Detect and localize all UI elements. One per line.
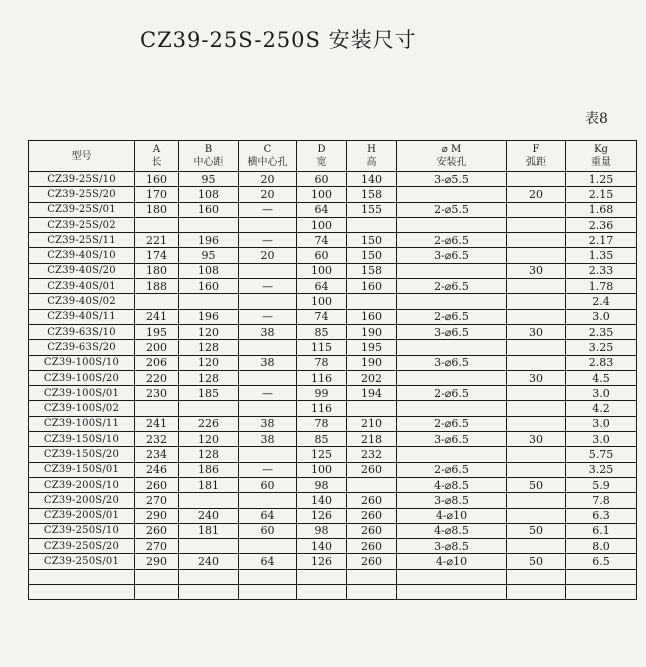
- cell-a: [135, 217, 179, 232]
- cell-b: 95: [179, 172, 239, 187]
- cell-b: 160: [179, 279, 239, 294]
- header-kg: Kg 重量: [566, 141, 637, 172]
- cell-h: 194: [347, 386, 397, 401]
- cell-model: CZ39-40S/01: [29, 279, 135, 294]
- cell-a: 290: [135, 508, 179, 523]
- cell-f: [507, 172, 566, 187]
- table-number: 表8: [585, 111, 608, 127]
- cell-a: 230: [135, 386, 179, 401]
- cell-m: [397, 340, 507, 355]
- cell-c: [239, 340, 297, 355]
- cell-m: 2-⌀6.5: [397, 462, 507, 477]
- cell-c: [239, 493, 297, 508]
- cell-a: 260: [135, 523, 179, 538]
- cell-c: 64: [239, 508, 297, 523]
- cell-m: 3-⌀8.5: [397, 493, 507, 508]
- cell-c: 20: [239, 187, 297, 202]
- cell-h: 260: [347, 554, 397, 569]
- cell-m: [397, 447, 507, 462]
- cell-m: 2-⌀6.5: [397, 279, 507, 294]
- cell-d: 115: [297, 340, 347, 355]
- cell-h: 155: [347, 202, 397, 217]
- cell-b: [179, 493, 239, 508]
- cell-b: 120: [179, 432, 239, 447]
- cell-b: 128: [179, 340, 239, 355]
- cell-kg: 5.9: [566, 477, 637, 492]
- cell-kg: 1.35: [566, 248, 637, 263]
- blank-cell: [239, 569, 297, 584]
- cell-d: 100: [297, 187, 347, 202]
- cell-h: 218: [347, 432, 397, 447]
- cell-h: 210: [347, 416, 397, 431]
- cell-c: —: [239, 309, 297, 324]
- table-row: [29, 493, 637, 508]
- cell-kg: 2.17: [566, 233, 637, 248]
- cell-b: [179, 217, 239, 232]
- cell-a: 170: [135, 187, 179, 202]
- blank-cell: [29, 569, 135, 584]
- cell-b: 108: [179, 187, 239, 202]
- cell-c: [239, 263, 297, 278]
- cell-c: [239, 370, 297, 385]
- blank-cell: [179, 585, 239, 600]
- table-row: [29, 462, 637, 477]
- cell-m: 2-⌀6.5: [397, 386, 507, 401]
- cell-m: 3-⌀8.5: [397, 539, 507, 554]
- cell-c: [239, 294, 297, 309]
- cell-a: 160: [135, 172, 179, 187]
- cell-c: —: [239, 202, 297, 217]
- header-m: ⌀ M 安装孔: [397, 141, 507, 172]
- cell-a: 290: [135, 554, 179, 569]
- cell-b: 120: [179, 355, 239, 370]
- cell-h: 260: [347, 508, 397, 523]
- table-row: [29, 432, 637, 447]
- cell-b: 108: [179, 263, 239, 278]
- cell-a: 195: [135, 324, 179, 339]
- blank-cell: [179, 569, 239, 584]
- cell-a: 180: [135, 202, 179, 217]
- cell-kg: 4.5: [566, 370, 637, 385]
- cell-b: 196: [179, 233, 239, 248]
- table-row: [29, 386, 637, 401]
- cell-model: CZ39-100S/20: [29, 370, 135, 385]
- cell-b: 240: [179, 554, 239, 569]
- cell-d: 140: [297, 493, 347, 508]
- cell-a: 180: [135, 263, 179, 278]
- cell-model: CZ39-250S/20: [29, 539, 135, 554]
- cell-f: [507, 340, 566, 355]
- blank-cell: [135, 569, 179, 584]
- cell-kg: 3.0: [566, 309, 637, 324]
- cell-f: [507, 248, 566, 263]
- cell-f: [507, 279, 566, 294]
- cell-model: CZ39-100S/10: [29, 355, 135, 370]
- blank-cell: [566, 569, 637, 584]
- table-row: [29, 370, 637, 385]
- cell-c: [239, 539, 297, 554]
- cell-d: 85: [297, 432, 347, 447]
- cell-h: 150: [347, 233, 397, 248]
- cell-kg: 1.68: [566, 202, 637, 217]
- cell-model: CZ39-150S/10: [29, 432, 135, 447]
- blank-cell: [397, 585, 507, 600]
- cell-f: 30: [507, 432, 566, 447]
- cell-c: —: [239, 462, 297, 477]
- blank-cell: [397, 569, 507, 584]
- cell-c: 38: [239, 432, 297, 447]
- cell-a: 241: [135, 309, 179, 324]
- cell-d: 64: [297, 202, 347, 217]
- cell-model: CZ39-40S/20: [29, 263, 135, 278]
- cell-d: 100: [297, 462, 347, 477]
- cell-d: 98: [297, 523, 347, 538]
- cell-d: 126: [297, 554, 347, 569]
- cell-m: 3-⌀6.5: [397, 248, 507, 263]
- cell-f: [507, 386, 566, 401]
- header-b: B 中心距: [179, 141, 239, 172]
- cell-f: 30: [507, 370, 566, 385]
- cell-kg: 6.1: [566, 523, 637, 538]
- cell-h: 190: [347, 324, 397, 339]
- cell-d: 74: [297, 233, 347, 248]
- table-row: [29, 340, 637, 355]
- cell-model: CZ39-40S/10: [29, 248, 135, 263]
- cell-kg: 2.4: [566, 294, 637, 309]
- table-row: [29, 294, 637, 309]
- table-row: [29, 508, 637, 523]
- cell-m: [397, 263, 507, 278]
- cell-b: 181: [179, 523, 239, 538]
- cell-h: [347, 401, 397, 416]
- cell-a: [135, 294, 179, 309]
- table-row: [29, 172, 637, 187]
- cell-f: [507, 202, 566, 217]
- cell-c: 60: [239, 523, 297, 538]
- cell-kg: 2.35: [566, 324, 637, 339]
- cell-m: 4-⌀8.5: [397, 523, 507, 538]
- cell-m: 2-⌀6.5: [397, 416, 507, 431]
- cell-c: [239, 401, 297, 416]
- cell-h: 150: [347, 248, 397, 263]
- cell-f: 50: [507, 554, 566, 569]
- cell-model: CZ39-63S/20: [29, 340, 135, 355]
- cell-f: [507, 309, 566, 324]
- cell-a: 200: [135, 340, 179, 355]
- cell-f: [507, 508, 566, 523]
- table-row: [29, 263, 637, 278]
- cell-d: 78: [297, 416, 347, 431]
- cell-c: 64: [239, 554, 297, 569]
- cell-kg: 2.36: [566, 217, 637, 232]
- cell-d: 60: [297, 248, 347, 263]
- page-title: CZ39-25S-250S 安装尺寸: [140, 28, 417, 52]
- cell-model: CZ39-250S/01: [29, 554, 135, 569]
- cell-f: 30: [507, 263, 566, 278]
- cell-d: 99: [297, 386, 347, 401]
- cell-model: CZ39-25S/11: [29, 233, 135, 248]
- cell-f: [507, 447, 566, 462]
- cell-d: 100: [297, 263, 347, 278]
- cell-d: 126: [297, 508, 347, 523]
- cell-model: CZ39-200S/10: [29, 477, 135, 492]
- cell-d: 100: [297, 217, 347, 232]
- cell-model: CZ39-200S/20: [29, 493, 135, 508]
- cell-a: 232: [135, 432, 179, 447]
- cell-a: 270: [135, 539, 179, 554]
- cell-d: 116: [297, 401, 347, 416]
- blank-cell: [347, 585, 397, 600]
- cell-d: 125: [297, 447, 347, 462]
- cell-h: 202: [347, 370, 397, 385]
- dimension-table: [28, 140, 637, 600]
- table-row: [29, 447, 637, 462]
- cell-c: 38: [239, 324, 297, 339]
- cell-h: [347, 477, 397, 492]
- table-row: [29, 477, 637, 492]
- cell-m: [397, 187, 507, 202]
- cell-h: 260: [347, 523, 397, 538]
- cell-m: 4-⌀8.5: [397, 477, 507, 492]
- cell-h: 158: [347, 187, 397, 202]
- cell-b: 196: [179, 309, 239, 324]
- cell-b: 128: [179, 370, 239, 385]
- cell-c: [239, 447, 297, 462]
- cell-b: 120: [179, 324, 239, 339]
- cell-m: [397, 294, 507, 309]
- cell-b: [179, 539, 239, 554]
- cell-f: [507, 233, 566, 248]
- blank-cell: [566, 585, 637, 600]
- table-row: [29, 539, 637, 554]
- cell-kg: 5.75: [566, 447, 637, 462]
- cell-m: [397, 370, 507, 385]
- cell-b: 186: [179, 462, 239, 477]
- cell-b: 160: [179, 202, 239, 217]
- cell-m: 4-⌀10: [397, 554, 507, 569]
- cell-a: 241: [135, 416, 179, 431]
- table-row: [29, 233, 637, 248]
- cell-model: CZ39-200S/01: [29, 508, 135, 523]
- cell-b: [179, 401, 239, 416]
- cell-model: CZ39-100S/02: [29, 401, 135, 416]
- cell-a: 206: [135, 355, 179, 370]
- blank-cell: [297, 569, 347, 584]
- cell-model: CZ39-25S/10: [29, 172, 135, 187]
- cell-kg: 3.25: [566, 340, 637, 355]
- cell-f: [507, 355, 566, 370]
- blank-cell: [347, 569, 397, 584]
- cell-kg: 2.33: [566, 263, 637, 278]
- cell-f: [507, 416, 566, 431]
- cell-a: 260: [135, 477, 179, 492]
- table-row: [29, 279, 637, 294]
- cell-f: 30: [507, 324, 566, 339]
- cell-h: [347, 217, 397, 232]
- cell-model: CZ39-40S/02: [29, 294, 135, 309]
- table-row: [29, 202, 637, 217]
- cell-b: [179, 294, 239, 309]
- cell-c: —: [239, 233, 297, 248]
- cell-model: CZ39-63S/10: [29, 324, 135, 339]
- blank-cell: [507, 569, 566, 584]
- cell-kg: 2.83: [566, 355, 637, 370]
- cell-model: CZ39-100S/01: [29, 386, 135, 401]
- table-row: [29, 309, 637, 324]
- cell-d: 64: [297, 279, 347, 294]
- cell-h: 160: [347, 279, 397, 294]
- cell-kg: 3.0: [566, 432, 637, 447]
- cell-h: 140: [347, 172, 397, 187]
- blank-cell: [29, 585, 135, 600]
- cell-a: 220: [135, 370, 179, 385]
- cell-c: 20: [239, 248, 297, 263]
- cell-f: [507, 217, 566, 232]
- cell-a: 234: [135, 447, 179, 462]
- cell-kg: 8.0: [566, 539, 637, 554]
- cell-m: 2-⌀6.5: [397, 309, 507, 324]
- header-f: F 弧距: [507, 141, 566, 172]
- cell-m: [397, 401, 507, 416]
- cell-a: [135, 401, 179, 416]
- cell-model: CZ39-250S/10: [29, 523, 135, 538]
- table-row: [29, 248, 637, 263]
- cell-h: 195: [347, 340, 397, 355]
- cell-kg: 3.0: [566, 416, 637, 431]
- cell-kg: 4.2: [566, 401, 637, 416]
- table-row: [29, 523, 637, 538]
- cell-model: CZ39-40S/11: [29, 309, 135, 324]
- cell-c: —: [239, 386, 297, 401]
- cell-h: [347, 294, 397, 309]
- cell-h: 160: [347, 309, 397, 324]
- blank-row: [29, 569, 637, 584]
- cell-m: 4-⌀10: [397, 508, 507, 523]
- table-row: [29, 416, 637, 431]
- cell-f: [507, 401, 566, 416]
- cell-d: 78: [297, 355, 347, 370]
- cell-a: 221: [135, 233, 179, 248]
- cell-a: 174: [135, 248, 179, 263]
- cell-kg: 1.25: [566, 172, 637, 187]
- header-h: H 高: [347, 141, 397, 172]
- cell-h: 190: [347, 355, 397, 370]
- cell-model: CZ39-25S/01: [29, 202, 135, 217]
- header-model: 型号: [29, 141, 135, 172]
- cell-kg: 3.25: [566, 462, 637, 477]
- blank-cell: [297, 585, 347, 600]
- cell-m: 2-⌀6.5: [397, 233, 507, 248]
- cell-b: 128: [179, 447, 239, 462]
- cell-d: 98: [297, 477, 347, 492]
- cell-model: CZ39-100S/11: [29, 416, 135, 431]
- cell-f: 20: [507, 187, 566, 202]
- cell-kg: 1.78: [566, 279, 637, 294]
- blank-cell: [135, 585, 179, 600]
- cell-f: [507, 294, 566, 309]
- cell-b: 226: [179, 416, 239, 431]
- cell-m: 3-⌀6.5: [397, 432, 507, 447]
- table-row: [29, 217, 637, 232]
- table-row: [29, 401, 637, 416]
- cell-kg: 6.5: [566, 554, 637, 569]
- cell-m: 2-⌀5.5: [397, 202, 507, 217]
- cell-a: 188: [135, 279, 179, 294]
- cell-m: [397, 217, 507, 232]
- cell-model: CZ39-25S/02: [29, 217, 135, 232]
- cell-d: 116: [297, 370, 347, 385]
- cell-kg: 3.0: [566, 386, 637, 401]
- table-row: [29, 187, 637, 202]
- cell-kg: 7.8: [566, 493, 637, 508]
- cell-f: [507, 539, 566, 554]
- blank-cell: [507, 585, 566, 600]
- cell-model: CZ39-150S/20: [29, 447, 135, 462]
- cell-h: 158: [347, 263, 397, 278]
- cell-h: 260: [347, 462, 397, 477]
- cell-m: 3-⌀6.5: [397, 324, 507, 339]
- cell-c: 60: [239, 477, 297, 492]
- blank-row: [29, 585, 637, 600]
- cell-f: 50: [507, 477, 566, 492]
- cell-kg: 6.3: [566, 508, 637, 523]
- cell-c: 38: [239, 355, 297, 370]
- cell-b: 240: [179, 508, 239, 523]
- cell-h: 232: [347, 447, 397, 462]
- cell-c: 38: [239, 416, 297, 431]
- cell-c: 20: [239, 172, 297, 187]
- header-row: [29, 141, 637, 172]
- blank-cell: [239, 585, 297, 600]
- table-row: [29, 554, 637, 569]
- header-a: A 长: [135, 141, 179, 172]
- cell-f: [507, 462, 566, 477]
- table-row: [29, 355, 637, 370]
- cell-b: 181: [179, 477, 239, 492]
- cell-f: 50: [507, 523, 566, 538]
- cell-c: —: [239, 279, 297, 294]
- cell-m: 3-⌀5.5: [397, 172, 507, 187]
- cell-d: 60: [297, 172, 347, 187]
- cell-model: CZ39-150S/01: [29, 462, 135, 477]
- header-c: C 横中心孔: [239, 141, 297, 172]
- cell-h: 260: [347, 539, 397, 554]
- cell-model: CZ39-25S/20: [29, 187, 135, 202]
- cell-a: 246: [135, 462, 179, 477]
- cell-b: 95: [179, 248, 239, 263]
- header-d: D 宽: [297, 141, 347, 172]
- cell-d: 74: [297, 309, 347, 324]
- cell-d: 85: [297, 324, 347, 339]
- cell-a: 270: [135, 493, 179, 508]
- table-row: [29, 324, 637, 339]
- cell-f: [507, 493, 566, 508]
- cell-c: [239, 217, 297, 232]
- cell-h: 260: [347, 493, 397, 508]
- cell-m: 3-⌀6.5: [397, 355, 507, 370]
- cell-b: 185: [179, 386, 239, 401]
- cell-d: 100: [297, 294, 347, 309]
- cell-kg: 2.15: [566, 187, 637, 202]
- cell-d: 140: [297, 539, 347, 554]
